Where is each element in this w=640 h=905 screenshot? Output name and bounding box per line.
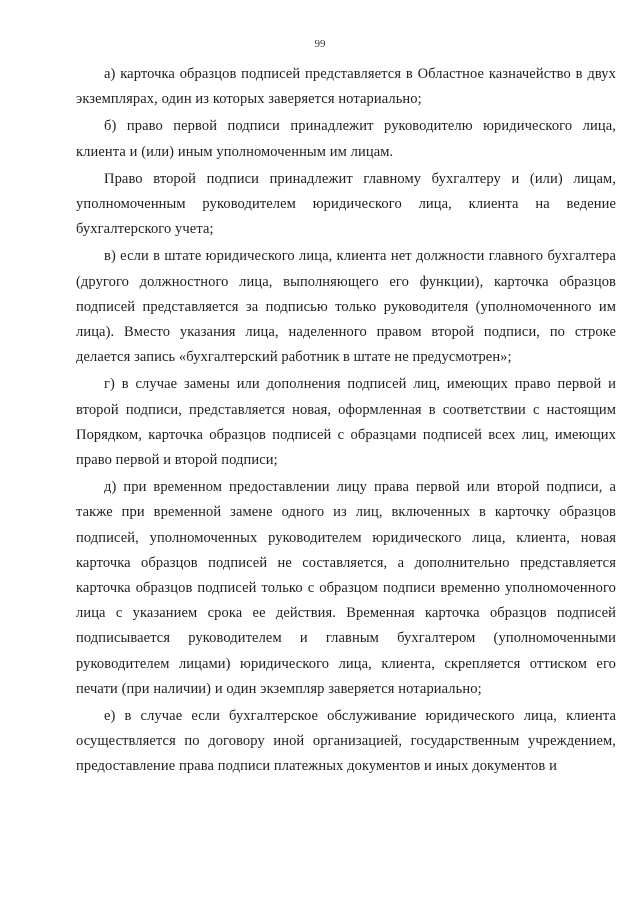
paragraph-b: б) право первой подписи принадлежит руководителю юридического лица, клиента и (или) иным уполномоченным им лицам. <box>76 118 616 160</box>
paragraph-e: е) в случае если бухгалтерское обслуживание юридического лица, клиента осуществляется по договору иной организацией, государственным учреждением, предоставление права подписи платежных документов и иных документов и <box>76 708 616 775</box>
page-number: 99 <box>314 38 326 50</box>
paragraph-g: г) в случае замены или дополнения подписей лиц, имеющих право первой и второй подписи, представляется новая, оформленная в соответствии с настоящим Порядком, карточка образцов подписей с образцами подписей всех лиц, имеющих право первой и второй подписи; <box>76 376 616 469</box>
document-body <box>76 62 616 780</box>
paragraph-d: д) при временном предоставлении лицу права первой или второй подписи, а также при временной замене одного из лиц, включенных в карточку образцов подписей, уполномоченных руководителем юридического лица, клиента, новая карточка образцов подписей не составляется, а дополнительно представляется карточка образцов подписей только с образцом подписи временно уполномоченного лица с указанием срока ее действия. Временная карточка образцов подписей подписывается руководителем и главным бухгалтером (уполномоченными руководителем лицами) юридического лица, клиента, скрепляется оттиском его печати (при наличии) и один экземпляр заверяется нотариально; <box>76 479 616 697</box>
paragraph-second-signature: Право второй подписи принадлежит главному бухгалтеру и (или) лицам, уполномоченным руководителем юридического лица, клиента на ведение бухгалтерского учета; <box>76 170 616 238</box>
paragraph-v: в) если в штате юридического лица, клиента нет должности главного бухгалтера (другого должностного лица, выполняющего его функции), карточка образцов подписей представляется за подписью только руководителя (уполномоченного им лица). Вместо указания лица, наделенного правом второй подписи, по строке делается запись «бухгалтерский работник в штате не предусмотрен»; <box>76 248 616 366</box>
paragraph-a: а) карточка образцов подписей представляется в Областное казначейство в двух экземплярах, один из которых заверяется нотариально; <box>76 66 616 108</box>
